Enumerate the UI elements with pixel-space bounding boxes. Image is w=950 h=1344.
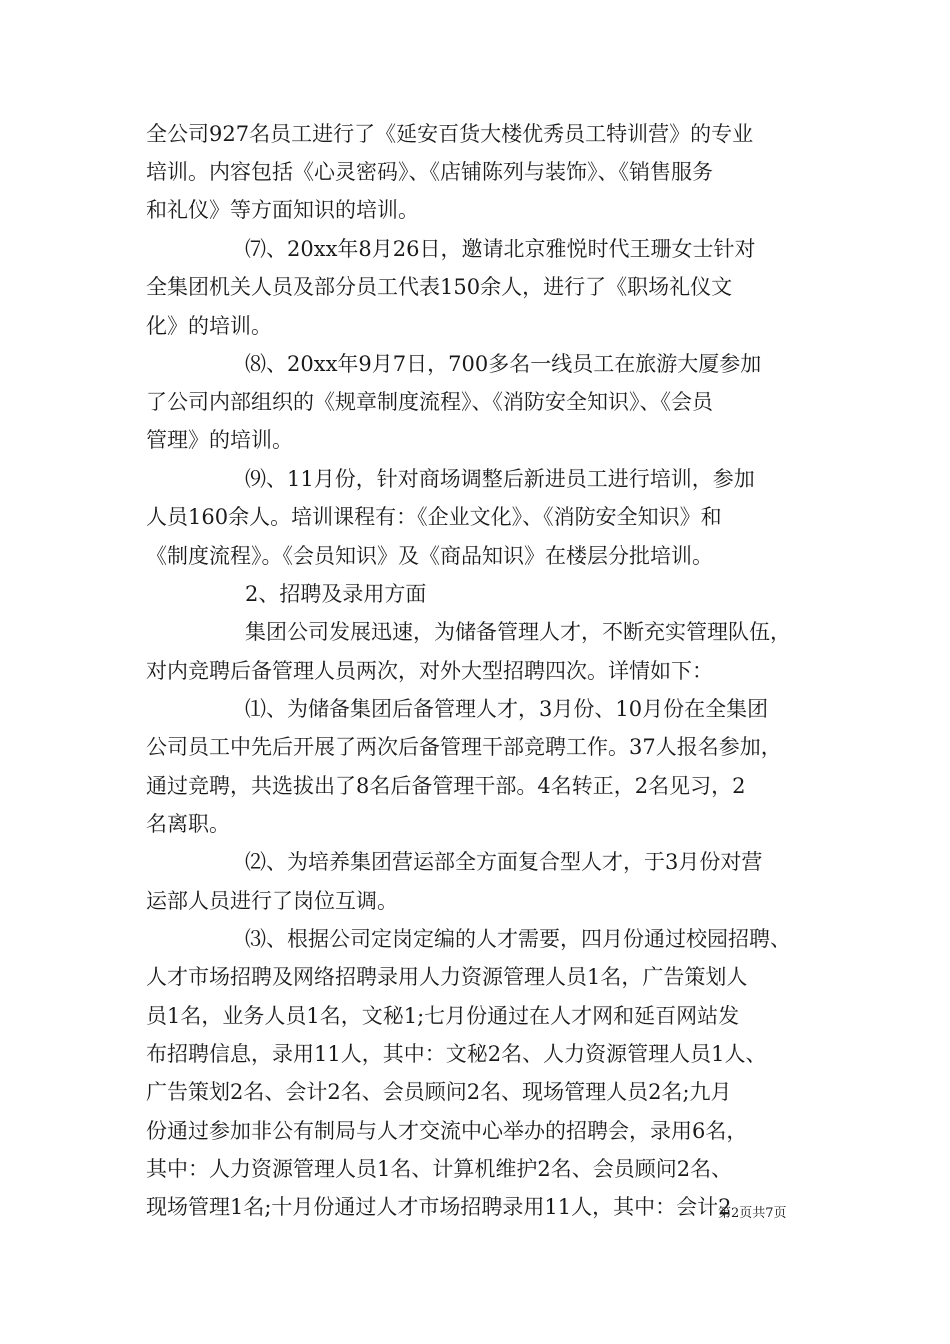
body-text-line: 全集团机关人员及部分员工代表150余人，进行了《职场礼仪文 (146, 275, 733, 299)
body-text-line: 集团公司发展迅速，为储备管理人才，不断充实管理队伍， (245, 620, 791, 644)
body-text-line: 和礼仪》等方面知识的培训。 (146, 198, 419, 222)
body-text-line: 全公司927名员工进行了《延安百货大楼优秀员工特训营》的专业 (146, 122, 754, 146)
body-text-line: 员1名，业务人员1名，文秘1;七月份通过在人才网和延百网站发 (146, 1004, 740, 1028)
body-text-line: ⑼、11月份，针对商场调整后新进员工进行培训，参加 (245, 467, 755, 491)
body-text-line: 运部人员进行了岗位互调。 (146, 889, 398, 913)
body-text-line: 《制度流程》。《会员知识》及《商品知识》在楼层分批培训。 (146, 544, 713, 568)
body-text-line: 广告策划2名、会计2名、会员顾问2名、现场管理人员2名;九月 (146, 1080, 732, 1104)
body-text-line: 管理》的培训。 (146, 428, 293, 452)
body-text-line: 对内竞聘后备管理人员两次，对外大型招聘四次。详情如下： (146, 659, 713, 683)
body-text-line: 人员160余人。培训课程有：《企业文化》、《消防安全知识》和 (146, 505, 722, 529)
body-text-line: 现场管理1名;十月份通过人才市场招聘录用11人，其中：会计2 (146, 1195, 732, 1219)
body-text-line: ⑴、为储备集团后备管理人才，3月份、10月份在全集团 (245, 697, 769, 721)
body-text-line: ⑵、为培养集团营运部全方面复合型人才，于3月份对营 (245, 850, 763, 874)
body-text-line: ⑻、20xx年9月7日，700多名一线员工在旅游大厦参加 (245, 352, 762, 376)
body-text-line: 其中：人力资源管理人员1名、计算机维护2名、会员顾问2名、 (146, 1157, 733, 1181)
body-text-line: 了公司内部组织的《规章制度流程》、《消防安全知识》、《会员 (146, 390, 713, 414)
body-text-line: 布招聘信息，录用11人，其中：文秘2名、人力资源管理人员1人、 (146, 1042, 767, 1066)
body-text-line: 化》的培训。 (146, 314, 272, 338)
body-text-line: ⑶、根据公司定岗定编的人才需要，四月份通过校园招聘、 (245, 927, 791, 951)
section-heading: 2、招聘及录用方面 (245, 582, 427, 606)
body-text-line: 通过竞聘，共选拔出了8名后备管理干部。4名转正，2名见习，2 (146, 774, 746, 798)
body-text-line: ⑺、20xx年8月26日，邀请北京雅悦时代王珊女士针对 (245, 237, 756, 261)
body-text-line: 培训。内容包括《心灵密码》、《店铺陈列与装饰》、《销售服务 (146, 160, 713, 184)
body-text-line: 名离职。 (146, 812, 230, 836)
page-number: 第2页共7页 (718, 1206, 787, 1221)
body-text-line: 份通过参加非公有制局与人才交流中心举办的招聘会，录用6名， (146, 1119, 748, 1143)
body-text-line: 公司员工中先后开展了两次后备管理干部竞聘工作。37人报名参加， (146, 735, 782, 759)
body-text-line: 人才市场招聘及网络招聘录用人力资源管理人员1名，广告策划人 (146, 965, 748, 989)
